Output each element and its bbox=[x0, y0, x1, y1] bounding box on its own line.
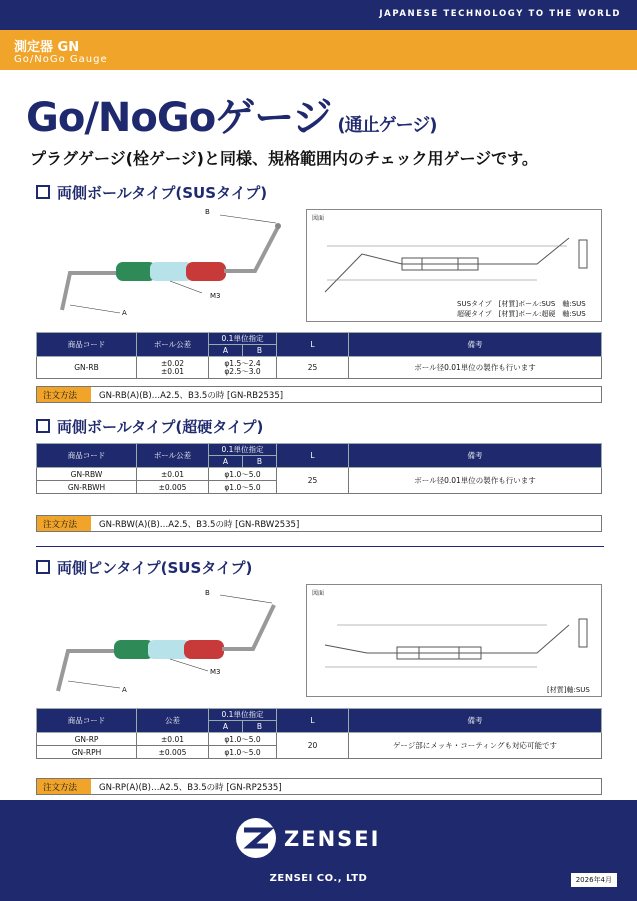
section-heading-ball-sus: 両側ボールタイプ(SUSタイプ) bbox=[36, 182, 267, 203]
category-band bbox=[0, 30, 637, 70]
category-jp: 測定器 GN bbox=[14, 40, 80, 55]
callout-a: A bbox=[122, 309, 127, 317]
top-bar bbox=[0, 0, 637, 30]
section-divider bbox=[36, 546, 604, 547]
spec-table-ball-sus bbox=[36, 332, 602, 379]
table-row: GN-RBW ±0.01 φ1.0～5.0 25 ボール径0.01単位の製作も行います bbox=[37, 468, 602, 481]
title-main: Go/NoGoゲージ bbox=[26, 95, 332, 141]
col-code: 商品コード bbox=[37, 333, 137, 357]
callout-b: B bbox=[205, 208, 210, 216]
tagline: JAPANESE TECHNOLOGY TO THE WORLD bbox=[379, 9, 621, 19]
order-method-ball-sus bbox=[36, 386, 602, 403]
spec-table-ball-carbide: 商品コード ボール公差 0.1単位指定 L 備考 A B GN-RBW ±0.01 φ1.0～5.0 25 ボール径0.01単位の製作も行います GN-RBWH ±0.005 φ1.0～5.0 bbox=[36, 443, 602, 494]
col-a: A bbox=[209, 345, 243, 357]
table-row: GN-RB ±0.02 ±0.01 φ1.5～2.4 φ2.5～3.0 25 ボール径0.01単位の製作も行います bbox=[37, 357, 602, 379]
gauge-illustration-pin bbox=[40, 585, 290, 700]
technical-drawing-ball bbox=[306, 209, 602, 322]
logo-text: ZENSEI bbox=[284, 827, 381, 851]
callout-m3: M3 bbox=[210, 668, 221, 676]
logo-mark-icon bbox=[236, 818, 276, 858]
page-title bbox=[26, 86, 437, 143]
col-l: L bbox=[277, 333, 349, 357]
col-b: B bbox=[243, 345, 277, 357]
section-heading-pin-sus: 両側ピンタイプ(SUSタイプ) bbox=[36, 557, 252, 578]
table-row: GN-RPH ±0.005 φ1.0～5.0 bbox=[37, 746, 602, 759]
callout-b: B bbox=[205, 589, 210, 597]
callout-a: A bbox=[122, 686, 127, 694]
callout-m3: M3 bbox=[210, 292, 221, 300]
technical-drawing-pin: 図面 [材質]軸:SUS bbox=[306, 584, 602, 697]
company-name: ZENSEI CO., LTD bbox=[269, 873, 368, 884]
table-row: GN-RBWH ±0.005 φ1.0～5.0 bbox=[37, 481, 602, 494]
col-remarks: 備考 bbox=[349, 333, 602, 357]
section-heading-ball-carbide: 両側ボールタイプ(超硬タイプ) bbox=[36, 416, 263, 437]
material-note: [材質]軸:SUS bbox=[547, 686, 590, 694]
col-unit: 0.1単位指定 bbox=[209, 333, 277, 345]
material-note-carbide: 超硬タイプ [材質]ボール:超硬 軸:SUS bbox=[457, 310, 586, 318]
table-row: GN-RP ±0.01 φ1.0～5.0 20 ゲージ部にメッキ・コーティングも対応可能です bbox=[37, 733, 602, 746]
checkbox-icon bbox=[36, 185, 50, 199]
order-method-ball-carbide: 注文方法 GN-RBW(A)(B)…A2.5、B3.5の時 [GN-RBW2535] bbox=[36, 515, 602, 532]
spec-table-pin-sus: 商品コード 公差 0.1単位指定 L 備考 A B GN-RP ±0.01 φ1.0～5.0 20 ゲージ部にメッキ・コーティングも対応可能です GN-RPH ±0.005 φ1.0～5.0 bbox=[36, 708, 602, 759]
material-note-sus: SUSタイプ [材質]ボール:SUS 軸:SUS bbox=[457, 300, 586, 308]
issue-date: 2026年4月 bbox=[571, 873, 617, 887]
category-en: Go/NoGo Gauge bbox=[14, 54, 108, 65]
company-logo bbox=[236, 818, 416, 858]
order-text: GN-RB(A)(B)…A2.5、B3.5の時 [GN-RB2535] bbox=[99, 391, 284, 401]
checkbox-icon bbox=[36, 419, 50, 433]
title-sub: (通止ゲージ) bbox=[337, 115, 437, 136]
col-tolerance: ボール公差 bbox=[137, 333, 209, 357]
page-subtitle: プラグゲージ(栓ゲージ)と同様、規格範囲内のチェック用ゲージです。 bbox=[30, 149, 538, 168]
footer bbox=[0, 800, 637, 901]
order-label: 注文方法 bbox=[37, 387, 91, 402]
order-method-pin-sus: 注文方法 GN-RP(A)(B)…A2.5、B3.5の時 [GN-RP2535] bbox=[36, 778, 602, 795]
figure-label: 図面 bbox=[312, 215, 325, 222]
gauge-illustration-ball bbox=[40, 205, 290, 320]
checkbox-icon bbox=[36, 560, 50, 574]
